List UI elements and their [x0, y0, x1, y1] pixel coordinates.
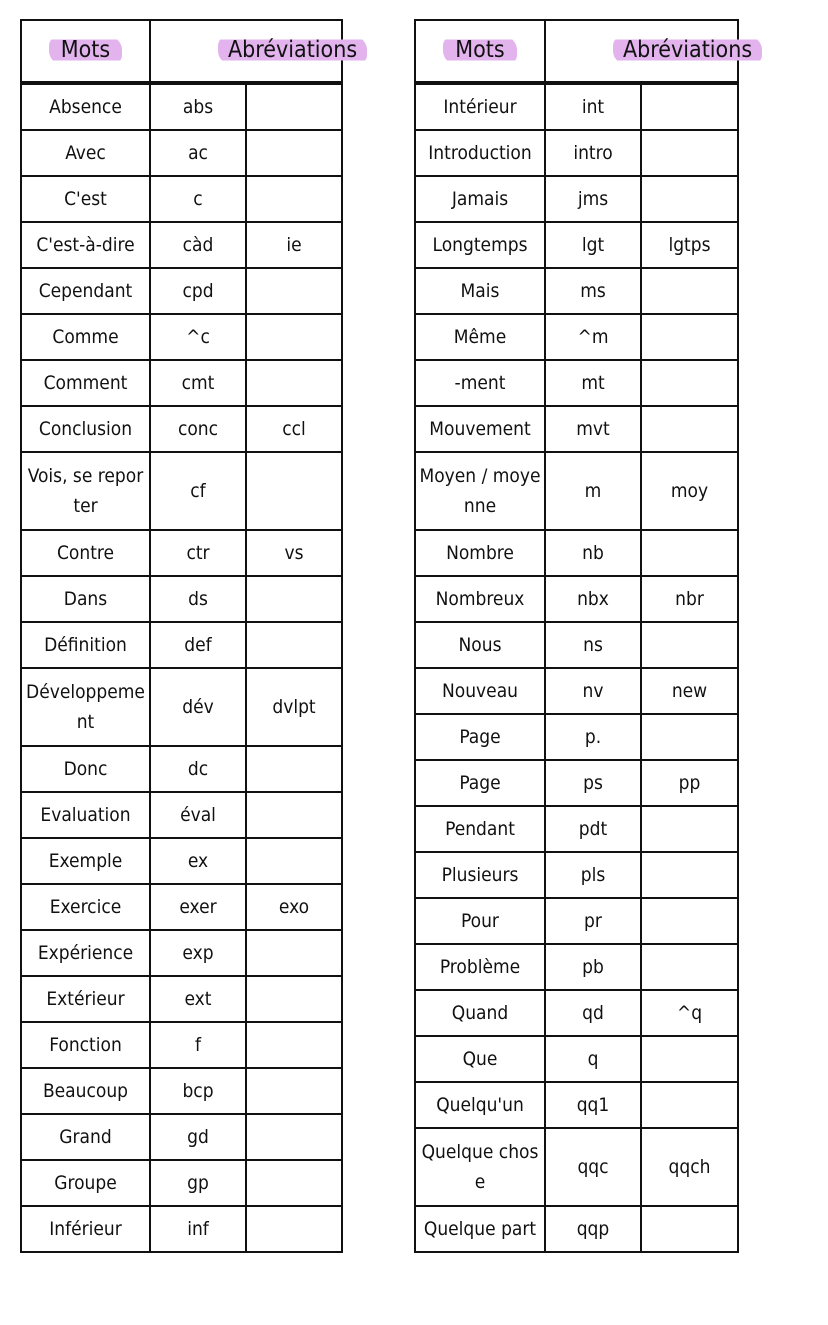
table-row: [21, 268, 342, 314]
abbr-cell: def: [150, 622, 246, 668]
word-cell: Même: [415, 314, 545, 360]
alt-abbr-cell: [246, 976, 342, 1022]
header-words-cell: [415, 20, 545, 83]
word-cell: Conclusion: [21, 406, 150, 452]
alt-abbr-cell: dvlpt: [246, 668, 342, 746]
abbr-cell: ext: [150, 976, 246, 1022]
word-cell: Page: [415, 714, 545, 760]
alt-abbr-cell: [246, 1206, 342, 1252]
word-cell: Mais: [415, 268, 545, 314]
table-row: [21, 314, 342, 360]
word-cell: Quand: [415, 990, 545, 1036]
table-row: [415, 944, 738, 990]
word-cell: Que: [415, 1036, 545, 1082]
alt-abbr-cell: [246, 1068, 342, 1114]
word-cell: Introduction: [415, 130, 545, 176]
word-cell: Avec: [21, 130, 150, 176]
table-row: [21, 576, 342, 622]
alt-abbr-cell: nbr: [641, 576, 738, 622]
word-cell: Groupe: [21, 1160, 150, 1206]
alt-abbr-cell: [246, 1114, 342, 1160]
alt-abbr-cell: [641, 130, 738, 176]
word-cell: Nombre: [415, 530, 545, 576]
word-cell: Exemple: [21, 838, 150, 884]
abbr-cell: exp: [150, 930, 246, 976]
header-words: Mots: [49, 36, 122, 64]
abbr-cell: qq1: [545, 1082, 641, 1128]
abbr-cell: m: [545, 452, 641, 530]
table-row: [415, 990, 738, 1036]
header-abbreviations-cell: [150, 20, 358, 83]
table-row: [21, 130, 342, 176]
table-header-row: [21, 20, 342, 83]
table-row: [415, 360, 738, 406]
table-row: [21, 406, 342, 452]
table-header-row: [415, 20, 738, 83]
abbr-cell: ps: [545, 760, 641, 806]
abbr-cell: f: [150, 1022, 246, 1068]
table-row: [21, 452, 342, 530]
table-row: [415, 406, 738, 452]
abbr-cell: nbx: [545, 576, 641, 622]
word-cell: Page: [415, 760, 545, 806]
abbr-cell: mvt: [545, 406, 641, 452]
alt-abbr-cell: [641, 1082, 738, 1128]
abbr-cell: ctr: [150, 530, 246, 576]
table-row: [21, 1206, 342, 1252]
table-row: [415, 452, 738, 530]
table-row: [21, 83, 342, 130]
table-row: [415, 852, 738, 898]
alt-abbr-cell: [246, 792, 342, 838]
abbr-cell: c: [150, 176, 246, 222]
word-cell: C'est: [21, 176, 150, 222]
abbr-cell: q: [545, 1036, 641, 1082]
table-row: [21, 838, 342, 884]
word-cell: Nombreux: [415, 576, 545, 622]
alt-abbr-cell: pp: [641, 760, 738, 806]
alt-abbr-cell: [246, 130, 342, 176]
abbr-cell: p.: [545, 714, 641, 760]
alt-abbr-cell: [246, 83, 342, 130]
word-cell: Beaucoup: [21, 1068, 150, 1114]
word-cell: Moyen / moyenne: [415, 452, 545, 530]
alt-abbr-cell: [641, 176, 738, 222]
abbr-cell: nv: [545, 668, 641, 714]
abbr-cell: cf: [150, 452, 246, 530]
table-row: [415, 714, 738, 760]
abbr-cell: dc: [150, 746, 246, 792]
abbr-cell: nb: [545, 530, 641, 576]
abbr-cell: abs: [150, 83, 246, 130]
abbr-cell: pb: [545, 944, 641, 990]
table-row: [21, 1160, 342, 1206]
abbr-cell: gp: [150, 1160, 246, 1206]
abbr-cell: càd: [150, 222, 246, 268]
alt-abbr-cell: [641, 360, 738, 406]
alt-abbr-cell: [246, 930, 342, 976]
abbr-cell: cpd: [150, 268, 246, 314]
alt-abbr-cell: [641, 1036, 738, 1082]
word-cell: Evaluation: [21, 792, 150, 838]
alt-abbr-cell: [641, 898, 738, 944]
table-row: [21, 360, 342, 406]
table-row: [415, 130, 738, 176]
abbr-cell: ds: [150, 576, 246, 622]
alt-abbr-cell: [641, 944, 738, 990]
alt-abbr-cell: [641, 83, 738, 130]
word-cell: Quelque part: [415, 1206, 545, 1252]
alt-abbr-cell: [246, 1022, 342, 1068]
table-row: [21, 792, 342, 838]
alt-abbr-cell: [641, 406, 738, 452]
abbr-cell: pr: [545, 898, 641, 944]
alt-abbr-cell: ccl: [246, 406, 342, 452]
alt-abbr-cell: [641, 268, 738, 314]
word-cell: C'est-à-dire: [21, 222, 150, 268]
table-row: [21, 976, 342, 1022]
alt-abbr-cell: [641, 622, 738, 668]
word-cell: Jamais: [415, 176, 545, 222]
word-cell: Comme: [21, 314, 150, 360]
table-row: [415, 268, 738, 314]
alt-abbr-cell: ie: [246, 222, 342, 268]
word-cell: Cependant: [21, 268, 150, 314]
abbr-cell: ns: [545, 622, 641, 668]
alt-abbr-cell: [641, 852, 738, 898]
alt-abbr-cell: [641, 1206, 738, 1252]
abbr-cell: ^m: [545, 314, 641, 360]
table-row: [415, 806, 738, 852]
word-cell: Extérieur: [21, 976, 150, 1022]
abbr-cell: bcp: [150, 1068, 246, 1114]
abbr-cell: qd: [545, 990, 641, 1036]
word-cell: Intérieur: [415, 83, 545, 130]
table-row: [415, 176, 738, 222]
word-cell: Fonction: [21, 1022, 150, 1068]
table-row: [415, 576, 738, 622]
table-row: [21, 1068, 342, 1114]
abbr-cell: intro: [545, 130, 641, 176]
word-cell: Mouvement: [415, 406, 545, 452]
word-cell: Nous: [415, 622, 545, 668]
word-cell: Quelqu'un: [415, 1082, 545, 1128]
abbr-cell: pls: [545, 852, 641, 898]
table-row: [415, 83, 738, 130]
alt-abbr-cell: [641, 806, 738, 852]
table-row: [415, 1206, 738, 1252]
alt-abbr-cell: [246, 314, 342, 360]
alt-abbr-cell: lgtps: [641, 222, 738, 268]
abbr-cell: qqp: [545, 1206, 641, 1252]
word-cell: Pour: [415, 898, 545, 944]
alt-abbr-cell: [246, 838, 342, 884]
abbr-cell: inf: [150, 1206, 246, 1252]
word-cell: Longtemps: [415, 222, 545, 268]
table-row: [21, 530, 342, 576]
header-words-cell: [21, 20, 150, 83]
table-row: [21, 930, 342, 976]
alt-abbr-cell: ^q: [641, 990, 738, 1036]
abbreviation-table-left: [20, 19, 358, 1253]
word-cell: Expérience: [21, 930, 150, 976]
alt-abbr-cell: [246, 1160, 342, 1206]
abbreviation-table-right: [414, 19, 753, 1253]
word-cell: Plusieurs: [415, 852, 545, 898]
alt-abbr-cell: [246, 576, 342, 622]
abbr-cell: ms: [545, 268, 641, 314]
table-row: [21, 1022, 342, 1068]
word-cell: Comment: [21, 360, 150, 406]
abbr-cell: lgt: [545, 222, 641, 268]
alt-abbr-cell: [641, 714, 738, 760]
table-row: [21, 884, 342, 930]
table-row: [415, 1036, 738, 1082]
table-row: [415, 760, 738, 806]
table-row: [415, 668, 738, 714]
abbr-cell: cmt: [150, 360, 246, 406]
alt-abbr-cell: qqch: [641, 1128, 738, 1206]
abbr-cell: ^c: [150, 314, 246, 360]
header-abbreviations: Abréviations: [613, 36, 762, 64]
alt-abbr-cell: [246, 746, 342, 792]
abbr-cell: éval: [150, 792, 246, 838]
abbr-cell: exer: [150, 884, 246, 930]
table-row: [21, 222, 342, 268]
word-cell: Quelque chose: [415, 1128, 545, 1206]
word-cell: Pendant: [415, 806, 545, 852]
table-row: [21, 668, 342, 746]
table-row: [21, 746, 342, 792]
alt-abbr-cell: new: [641, 668, 738, 714]
alt-abbr-cell: [246, 268, 342, 314]
word-cell: Grand: [21, 1114, 150, 1160]
alt-abbr-cell: [246, 176, 342, 222]
word-cell: Vois, se reporter: [21, 452, 150, 530]
table-row: [415, 898, 738, 944]
alt-abbr-cell: [641, 530, 738, 576]
word-cell: Contre: [21, 530, 150, 576]
word-cell: Donc: [21, 746, 150, 792]
abbr-cell: conc: [150, 406, 246, 452]
word-cell: Développement: [21, 668, 150, 746]
header-abbreviations-cell: [545, 20, 753, 83]
alt-abbr-cell: vs: [246, 530, 342, 576]
word-cell: Inférieur: [21, 1206, 150, 1252]
table-row: [415, 622, 738, 668]
abbr-cell: mt: [545, 360, 641, 406]
abbr-cell: pdt: [545, 806, 641, 852]
alt-abbr-cell: moy: [641, 452, 738, 530]
abbr-cell: ac: [150, 130, 246, 176]
table-row: [415, 1128, 738, 1206]
abbr-cell: qqc: [545, 1128, 641, 1206]
abbr-cell: int: [545, 83, 641, 130]
word-cell: Nouveau: [415, 668, 545, 714]
abbr-cell: gd: [150, 1114, 246, 1160]
header-abbreviations: Abréviations: [218, 36, 367, 64]
table-row: [415, 222, 738, 268]
table-row: [415, 530, 738, 576]
word-cell: Exercice: [21, 884, 150, 930]
word-cell: -ment: [415, 360, 545, 406]
alt-abbr-cell: [246, 622, 342, 668]
abbr-cell: ex: [150, 838, 246, 884]
word-cell: Définition: [21, 622, 150, 668]
alt-abbr-cell: [246, 360, 342, 406]
word-cell: Problème: [415, 944, 545, 990]
abbr-cell: jms: [545, 176, 641, 222]
word-cell: Dans: [21, 576, 150, 622]
header-words: Mots: [443, 36, 516, 64]
alt-abbr-cell: [246, 452, 342, 530]
alt-abbr-cell: exo: [246, 884, 342, 930]
table-row: [415, 314, 738, 360]
table-row: [21, 1114, 342, 1160]
alt-abbr-cell: [641, 314, 738, 360]
table-row: [21, 622, 342, 668]
table-row: [415, 1082, 738, 1128]
word-cell: Absence: [21, 83, 150, 130]
table-row: [21, 176, 342, 222]
abbr-cell: dév: [150, 668, 246, 746]
